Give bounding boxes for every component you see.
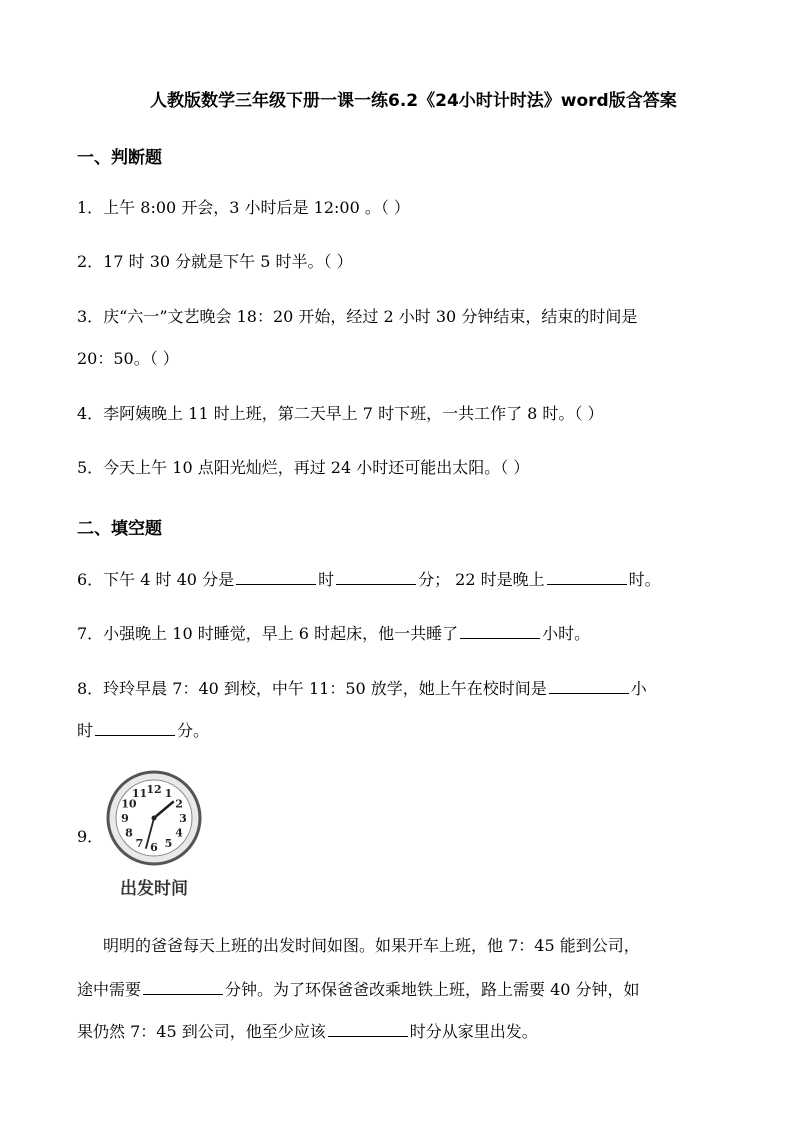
question-8-part-c: 时 bbox=[77, 721, 94, 740]
document-title: 人教版数学三年级下册一课一练6.2《24小时计时法》word版含答案 bbox=[150, 91, 677, 111]
question-2: 2．17 时 30 分就是下午 5 时半。（ ） bbox=[77, 252, 353, 271]
clock-caption: 出发时间 bbox=[120, 879, 188, 899]
question-7-part-a: 7．小强晚上 10 时睡觉，早上 6 时起床，他一共睡了 bbox=[77, 624, 459, 643]
answer-blank[interactable] bbox=[236, 568, 316, 585]
question-7 bbox=[77, 622, 717, 645]
question-9-part-2a: 途中需要 bbox=[77, 980, 142, 999]
question-8-part-a: 8．玲玲早晨 7：40 到校，中午 11：50 放学，她上午在校时间是 bbox=[77, 679, 547, 698]
section-heading-fill: 二、填空题 bbox=[77, 519, 162, 539]
clock-number: 1 bbox=[164, 786, 173, 800]
clock-number: 6 bbox=[150, 841, 158, 854]
clock-number: 3 bbox=[179, 812, 187, 825]
question-9-part-2b: 分钟。为了环保爸爸改乘地铁上班，路上需要 40 分钟，如 bbox=[225, 980, 640, 999]
clock-center bbox=[152, 816, 157, 821]
clock-number: 11 bbox=[131, 786, 148, 800]
question-8-part-b: 小 bbox=[630, 679, 647, 698]
question-8-part-d: 分。 bbox=[177, 721, 210, 740]
clock-face bbox=[106, 766, 206, 874]
clock-number: 8 bbox=[125, 826, 133, 840]
question-6-part-a: 6．下午 4 时 40 分是 bbox=[77, 570, 235, 589]
question-9-line-3 bbox=[77, 1020, 717, 1043]
clock-number: 12 bbox=[146, 783, 162, 796]
clock-figure bbox=[106, 766, 206, 901]
question-3-line-1: 3．庆“六一”文艺晚会 18：20 开始，经过 2 小时 30 分钟结束，结束的时间是 bbox=[77, 307, 638, 326]
question-8-line-1 bbox=[77, 677, 717, 700]
question-6-part-b: 时 bbox=[318, 570, 335, 589]
clock-number: 2 bbox=[175, 797, 183, 811]
question-4: 4．李阿姨晚上 11 时上班，第二天早上 7 时下班，一共工作了 8 时。（ ） bbox=[77, 404, 604, 423]
question-6 bbox=[77, 568, 717, 591]
section-heading-judge: 一、判断题 bbox=[77, 148, 162, 168]
answer-blank[interactable] bbox=[336, 568, 416, 585]
clock-number: 4 bbox=[175, 826, 183, 840]
answer-blank[interactable] bbox=[95, 719, 175, 736]
clock-number: 5 bbox=[164, 837, 173, 851]
answer-blank[interactable] bbox=[549, 677, 629, 694]
answer-blank[interactable] bbox=[547, 568, 627, 585]
answer-blank[interactable] bbox=[328, 1020, 408, 1037]
question-3-line-2: 20：50。（ ） bbox=[77, 349, 179, 368]
question-1: 1．上午 8:00 开会，3 小时后是 12:00 。（ ） bbox=[77, 198, 410, 217]
question-5: 5．今天上午 10 点阳光灿烂，再过 24 小时还可能出太阳。（ ） bbox=[77, 458, 530, 477]
answer-blank[interactable] bbox=[143, 978, 223, 995]
question-9-line-1: 明明的爸爸每天上班的出发时间如图。如果开车上班，他 7：45 能到公司， bbox=[103, 936, 640, 955]
question-8-line-2 bbox=[77, 719, 717, 742]
answer-blank[interactable] bbox=[460, 622, 540, 639]
clock-number: 10 bbox=[121, 797, 137, 811]
question-7-part-b: 小时。 bbox=[542, 624, 591, 643]
question-6-part-c: 分； 22 时是晚上 bbox=[418, 570, 545, 589]
clock-number: 9 bbox=[121, 812, 129, 825]
question-6-part-d: 时。 bbox=[628, 570, 661, 589]
question-9-number: 9． bbox=[77, 827, 104, 846]
question-9-line-2 bbox=[77, 978, 717, 1001]
clock-number: 7 bbox=[135, 837, 144, 851]
question-9-part-3b: 时分从家里出发。 bbox=[409, 1022, 538, 1041]
question-9-part-3a: 果仍然 7：45 到公司，他至少应该 bbox=[77, 1022, 326, 1041]
